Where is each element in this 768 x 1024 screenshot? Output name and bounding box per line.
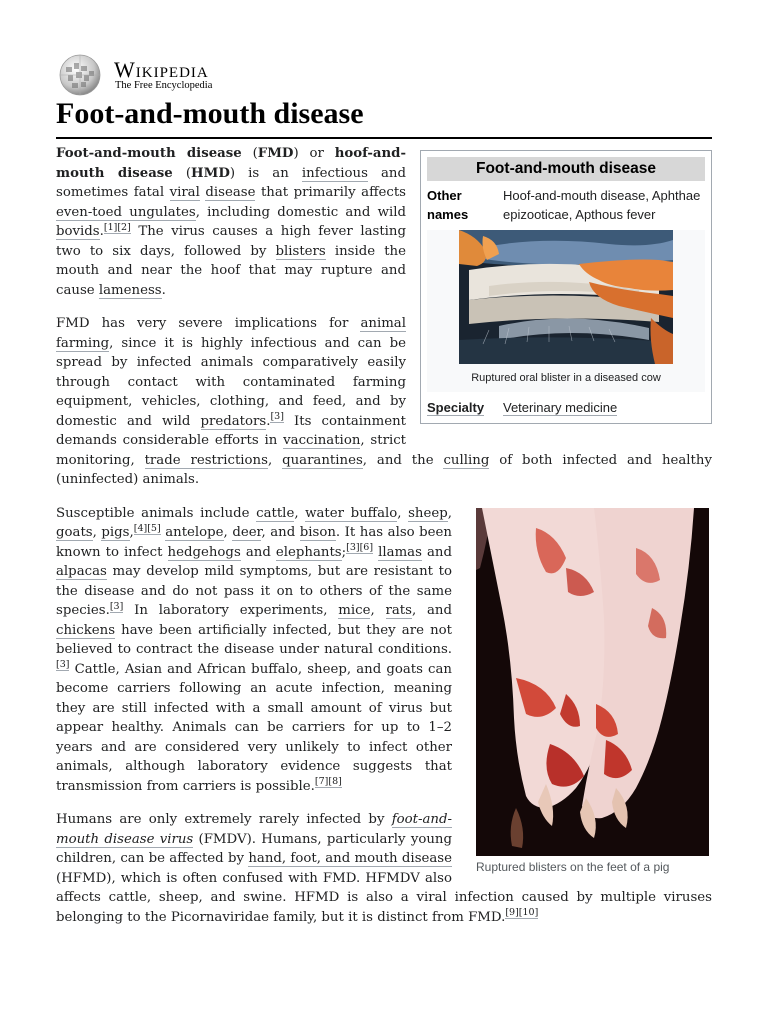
bold-term: HMD — [191, 165, 230, 181]
citation-link[interactable]: [8] — [328, 776, 342, 788]
article-link[interactable]: chickens — [56, 622, 116, 638]
site-header — [56, 53, 256, 97]
citation-link[interactable]: [3] — [56, 659, 70, 671]
bold-term: Foot-and-mouth disease — [56, 146, 242, 161]
figure-pig-feet — [476, 508, 712, 875]
citation-link[interactable]: [3] — [346, 542, 360, 554]
article-link[interactable]: hedgehogs — [167, 544, 241, 560]
page-title: Foot-and-mouth disease — [56, 97, 364, 130]
infobox — [420, 150, 712, 424]
article-link[interactable]: hand, foot, and mouth disease — [248, 851, 453, 866]
citation-ref — [56, 659, 69, 671]
citation-link[interactable]: [7] — [314, 776, 329, 788]
article-link[interactable]: disease — [205, 185, 256, 200]
paragraph-intro: Foot-and-mouth disease (FMD) or hoof-and-mouth disease (HMD) is an infectious and sometimes fatal viral disease that primarily affects even-toed ungulates, including domestic and wild bovids.[1][2] The virus causes a high fever lasting two to six days, followed by blisters inside the mouth and near the hoof that may rupture and cause lameness. — [56, 146, 407, 298]
article-body — [56, 144, 712, 941]
article-link[interactable]: animal farming — [56, 316, 406, 351]
bold-term: FMD — [257, 146, 294, 161]
infobox-value-specialty: Veterinary medicine — [503, 400, 618, 415]
article-link[interactable]: culling — [443, 452, 490, 468]
citation-ref — [110, 601, 123, 613]
citation-link[interactable]: [5] — [147, 522, 161, 534]
citation-ref — [346, 542, 359, 554]
citation-link[interactable]: [3] — [109, 600, 124, 612]
citation-ref — [270, 411, 283, 423]
article-link[interactable]: cattle — [256, 505, 295, 521]
citation-ref — [147, 523, 160, 535]
article-link[interactable]: antelope — [165, 525, 224, 540]
infobox-row-specialty — [427, 398, 705, 417]
article-link[interactable]: mice — [338, 603, 371, 618]
citation-ref — [505, 907, 518, 919]
article-link[interactable]: goats — [56, 525, 93, 540]
infobox-image-panel — [427, 230, 705, 392]
site-tagline: The Free Encyclopedia — [115, 80, 213, 91]
article-link[interactable]: llamas — [378, 544, 422, 560]
article-link[interactable]: quarantines — [282, 452, 363, 468]
article-link[interactable]: alpacas — [56, 564, 107, 579]
citation-ref — [134, 523, 147, 535]
article-link[interactable]: pigs — [101, 525, 130, 540]
bold-term: hoof-and-mouth disease — [56, 146, 406, 181]
citation-ref — [104, 222, 117, 234]
citation-link[interactable]: [9] — [505, 907, 519, 919]
article-link[interactable]: foot-and-mouth disease virus — [56, 812, 452, 847]
article-link[interactable]: lameness — [98, 282, 162, 298]
article-link[interactable]: trade restrictions — [144, 452, 268, 468]
cow-mouth-blister-photo[interactable] — [459, 230, 673, 364]
title-divider — [56, 137, 712, 139]
figure-caption: Ruptured blisters on the feet of a pig — [476, 859, 670, 874]
article-link[interactable]: rats — [385, 603, 412, 618]
paragraph-implications: FMD has very severe implications for animal farming, since it is highly infectious and can be spread by infected animals comparatively easily through contact with contaminated farming equipment, vehicles, clothing, and feed, and by domestic and wild predators.[3] Its containment demands considerable efforts in vaccination, strict monitoring, trade restrictions, quarantines, and the culling of both infected and healthy (uninfected) animals. — [56, 316, 712, 487]
paragraph-susceptible-animals: Susceptible animals include cattle, water buffalo, sheep, goats, pigs,[4][5] antelope, deer, and bison. It has also been known to infect hedgehogs and elephants;[3][6] llamas and alpacas may develop mild symptoms, but are resistant to the disease and do not pass it on to others of the same species.[3] In laboratory experiments, mice, rats, and chickens have been artificially infected, but they are not believed to contract the disease under natural conditions.[3] Cattle, Asian and African buffalo, sheep, and goats can become carriers following an acute infection, meaning they are still infected with a small amount of virus but appear healthy. Animals can be carriers for up to 1–2 years and are considered very unlikely to infect other animals, although laboratory evidence suggests that transmission from carriers is possible.[7][8] — [56, 505, 453, 794]
citation-link[interactable]: [6] — [359, 542, 374, 554]
article-link[interactable]: vaccination — [283, 433, 361, 448]
citation-link[interactable]: [4] — [133, 522, 148, 534]
citation-link[interactable]: [10] — [518, 907, 539, 919]
citation-ref — [519, 907, 539, 919]
citation-link[interactable]: [3] — [270, 411, 284, 423]
citation-link[interactable]: [1] — [103, 221, 118, 233]
infobox-title: Foot-and-mouth disease — [427, 157, 705, 181]
article-link[interactable]: sheep — [408, 505, 448, 521]
article-link[interactable]: water buffalo — [305, 505, 398, 521]
citation-ref — [328, 776, 341, 788]
article-link[interactable]: deer — [232, 525, 262, 540]
citation-link[interactable]: [2] — [117, 221, 131, 233]
citation-ref — [360, 542, 373, 554]
article-link[interactable]: infectious — [301, 165, 368, 181]
wikipedia-wordmark[interactable]: Wikipedia — [114, 57, 209, 82]
pig-feet-blister-photo[interactable] — [476, 508, 709, 856]
article-link[interactable]: predators — [200, 413, 267, 429]
article-link[interactable]: elephants — [275, 544, 342, 560]
paragraph-humans: Humans are only extremely rarely infected by foot-and-mouth disease virus (FMDV). Humans, particularly young children, can be affected by hand, foot, and mouth disease (HFMD), which is often confused with FMD. HFMDV also affects cattle, sheep, and swine. HFMD is also a viral infection caused by multiple viruses belonging to the Picornaviridae family, but it is distinct from FMD.[9][10] — [56, 812, 712, 925]
article-link[interactable]: viral — [169, 185, 200, 200]
infobox-label-specialty: Specialty — [427, 400, 485, 415]
citation-ref — [315, 776, 328, 788]
wikipedia-globe-logo[interactable] — [56, 53, 104, 97]
infobox-label-other-names: Other names — [427, 188, 469, 222]
article-link[interactable]: blisters — [275, 243, 326, 259]
infobox-row-other-names — [427, 186, 705, 224]
article-link[interactable]: even-toed ungulates — [56, 204, 196, 220]
infobox-value-other-names: Hoof-and-mouth disease, Aphthae epizooticae, Apthous fever — [503, 188, 701, 222]
citation-ref — [117, 222, 130, 234]
article-link[interactable]: bison — [299, 525, 336, 540]
article-link[interactable]: bovids — [56, 224, 100, 239]
infobox-image-caption: Ruptured oral blister in a diseased cow — [471, 372, 661, 384]
